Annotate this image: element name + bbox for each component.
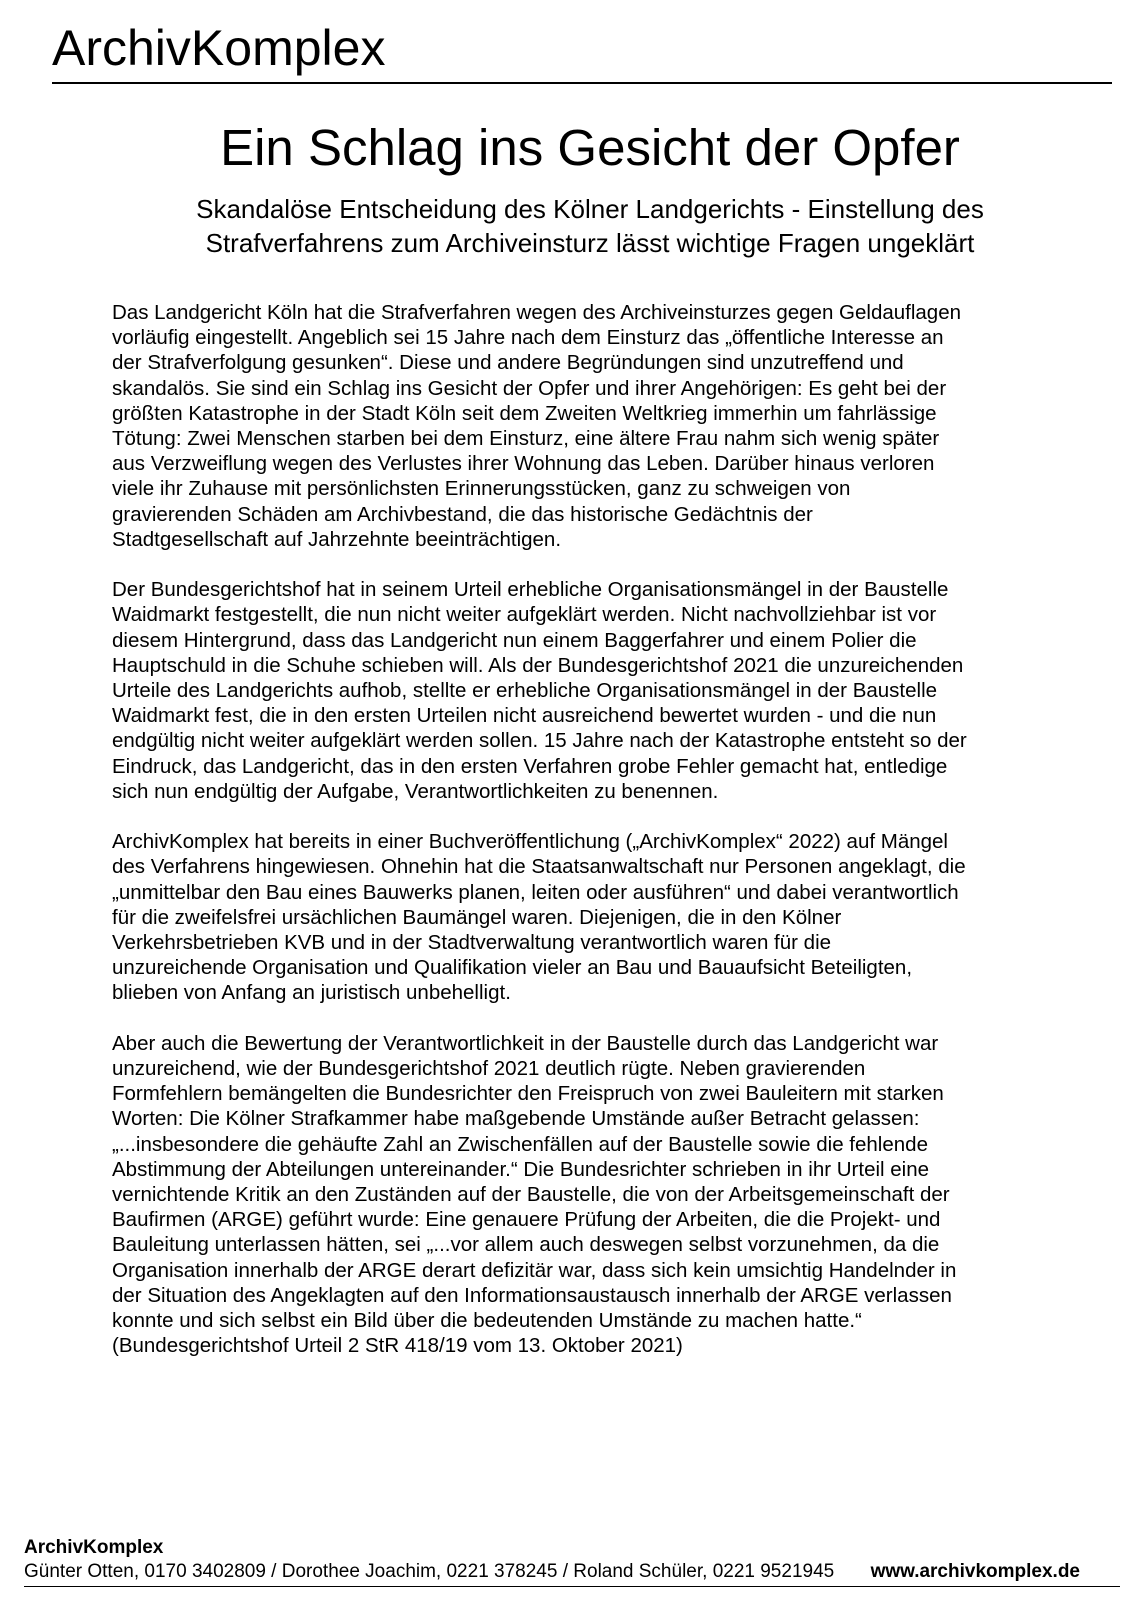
footer-org-name: ArchivKomplex (24, 1537, 164, 1558)
masthead (52, 18, 1112, 84)
footer-website-link[interactable]: www.archivkomplex.de (870, 1561, 1080, 1582)
article-body (112, 300, 1072, 1384)
paragraph-2: Der Bundesgerichtshof hat in seinem Urteil erhebliche Organisationsmängel in der Baustelle Waidmarkt festgestellt, die nun nicht weiter aufgeklärt werden. Nicht nachvollziehbar ist vor diesem Hintergrund, dass das Landgericht nun einem Baggerfahrer und einem Polier die Hauptschuld in die Schuhe schieben will. Als der Bundesgerichtshof 2021 die unzureichenden Urteile des Landgerichts aufhob, stellte er erhebliche Organisationsmängel in der Baustelle Waidmarkt fest, die in den ersten Urteilen nicht ausreichend bewertet wurden - und die nun endgültig nicht weiter aufgeklärt werden sollen. 15 Jahre nach der Katastrophe entsteht so der Eindruck, das Landgericht, das in den ersten Verfahren grobe Fehler gemacht hat, entledige sich nun endgültig der Aufgabe, Verantwortlichkeiten zu benennen. (112, 578, 967, 803)
paragraph-1: Das Landgericht Köln hat die Strafverfahren wegen des Archiveinsturzes gegen Geldauflagen vorläufig eingestellt. Angeblich sei 15 Jahre nach dem Einsturz das „öffentliche Interesse an der Strafverfolgung gesunken“. Diese und andere Begründungen sind unzutreffend und skandalös. Sie sind ein Schlag ins Gesicht der Opfer und ihrer Angehörigen: Es geht bei der größten Katastrophe in der Stadt Köln seit dem Zweiten Weltkrieg immerhin um fahrlässige Tötung: Zwei Menschen starben bei dem Einsturz, eine ältere Frau nahm sich wenig später aus Verzweiflung wegen des Verlustes ihrer Wohnung das Leben. Darüber hinaus verloren viele ihr Zuhause mit persönlichsten Erinnerungsstücken, ganz zu schweigen von gravierenden Schäden am Archivbestand, die das historische Gedächtnis der Stadtgesellschaft auf Jahrzehnte beeinträchtigen. (112, 301, 962, 551)
paragraph-3: ArchivKomplex hat bereits in einer Buchveröffentlichung („ArchivKomplex“ 2022) auf Mängel des Verfahrens hingewiesen. Ohnehin hat die Staatsanwaltschaft nur Personen angeklagt, die „unmittelbar den Bau eines Bauwerks planen, leiten oder ausführen“ und dabei verantwortlich für die zweifelsfrei ursächlichen Baumängel waren. Diejenigen, die in den Kölner Verkehrsbetrieben KVB und in der Stadtverwaltung verantwortlich waren für die unzureichende Organisation und Qualifikation vieler an Bau und Bauaufsicht Beteiligten, blieben von Anfang an juristisch unbehelligt. (112, 830, 966, 1005)
article-subheadline: Skandalöse Entscheidung des Kölner Landgerichts - Einstellung des Strafverfahrens zum Archiveinsturz lässt wichtige Fragen ungeklärt (196, 194, 984, 258)
footer (24, 1536, 1120, 1587)
masthead-title: ArchivKomplex (52, 20, 386, 76)
paragraph-4: Aber auch die Bewertung der Verantwortlichkeit in der Baustelle durch das Landgericht war unzureichend, wie der Bundesgerichtshof 2021 deutlich rügte. Neben gravierenden Formfehlern bemängelten die Bundesrichter den Freispruch von zwei Bauleitern mit starken Worten: Die Kölner Strafkammer habe maßgebende Umstände außer Betracht gelassen: „...insbesondere die gehäufte Zahl an Zwischenfällen auf der Baustelle sowie die fehlende Abstimmung der Abteilungen untereinander.“ Die Bundesrichter schrieben in ihr Urteil eine vernichtende Kritik an den Zuständen auf der Baustelle, die von der Arbeitsgemeinschaft der Baufirmen (ARGE) geführt wurde: Eine genauere Prüfung der Arbeiten, die die Projekt- und Bauleitung unterlassen hätten, sei „...vor allem auch deswegen selbst vorzunehmen, da die Organisation innerhalb der ARGE derart defizitär war, dass sich kein umsichtig Handelnder in der Situation des Angeklagten auf den Informationsaustausch innerhalb der ARGE verlassen konnte und sich selbst ein Bild über die bedeutenden Umstände zu machen hatte.“ (Bundesgerichtshof Urteil 2 StR 418/19 vom 13. Oktober 2021) (112, 1031, 957, 1358)
article-headline: Ein Schlag ins Gesicht der Opfer (220, 119, 960, 176)
footer-contacts: Günter Otten, 0170 3402809 / Dorothee Joachim, 0221 378245 / Roland Schüler, 0221 9521945 (24, 1561, 835, 1582)
footer-contact-row (24, 1560, 1120, 1584)
